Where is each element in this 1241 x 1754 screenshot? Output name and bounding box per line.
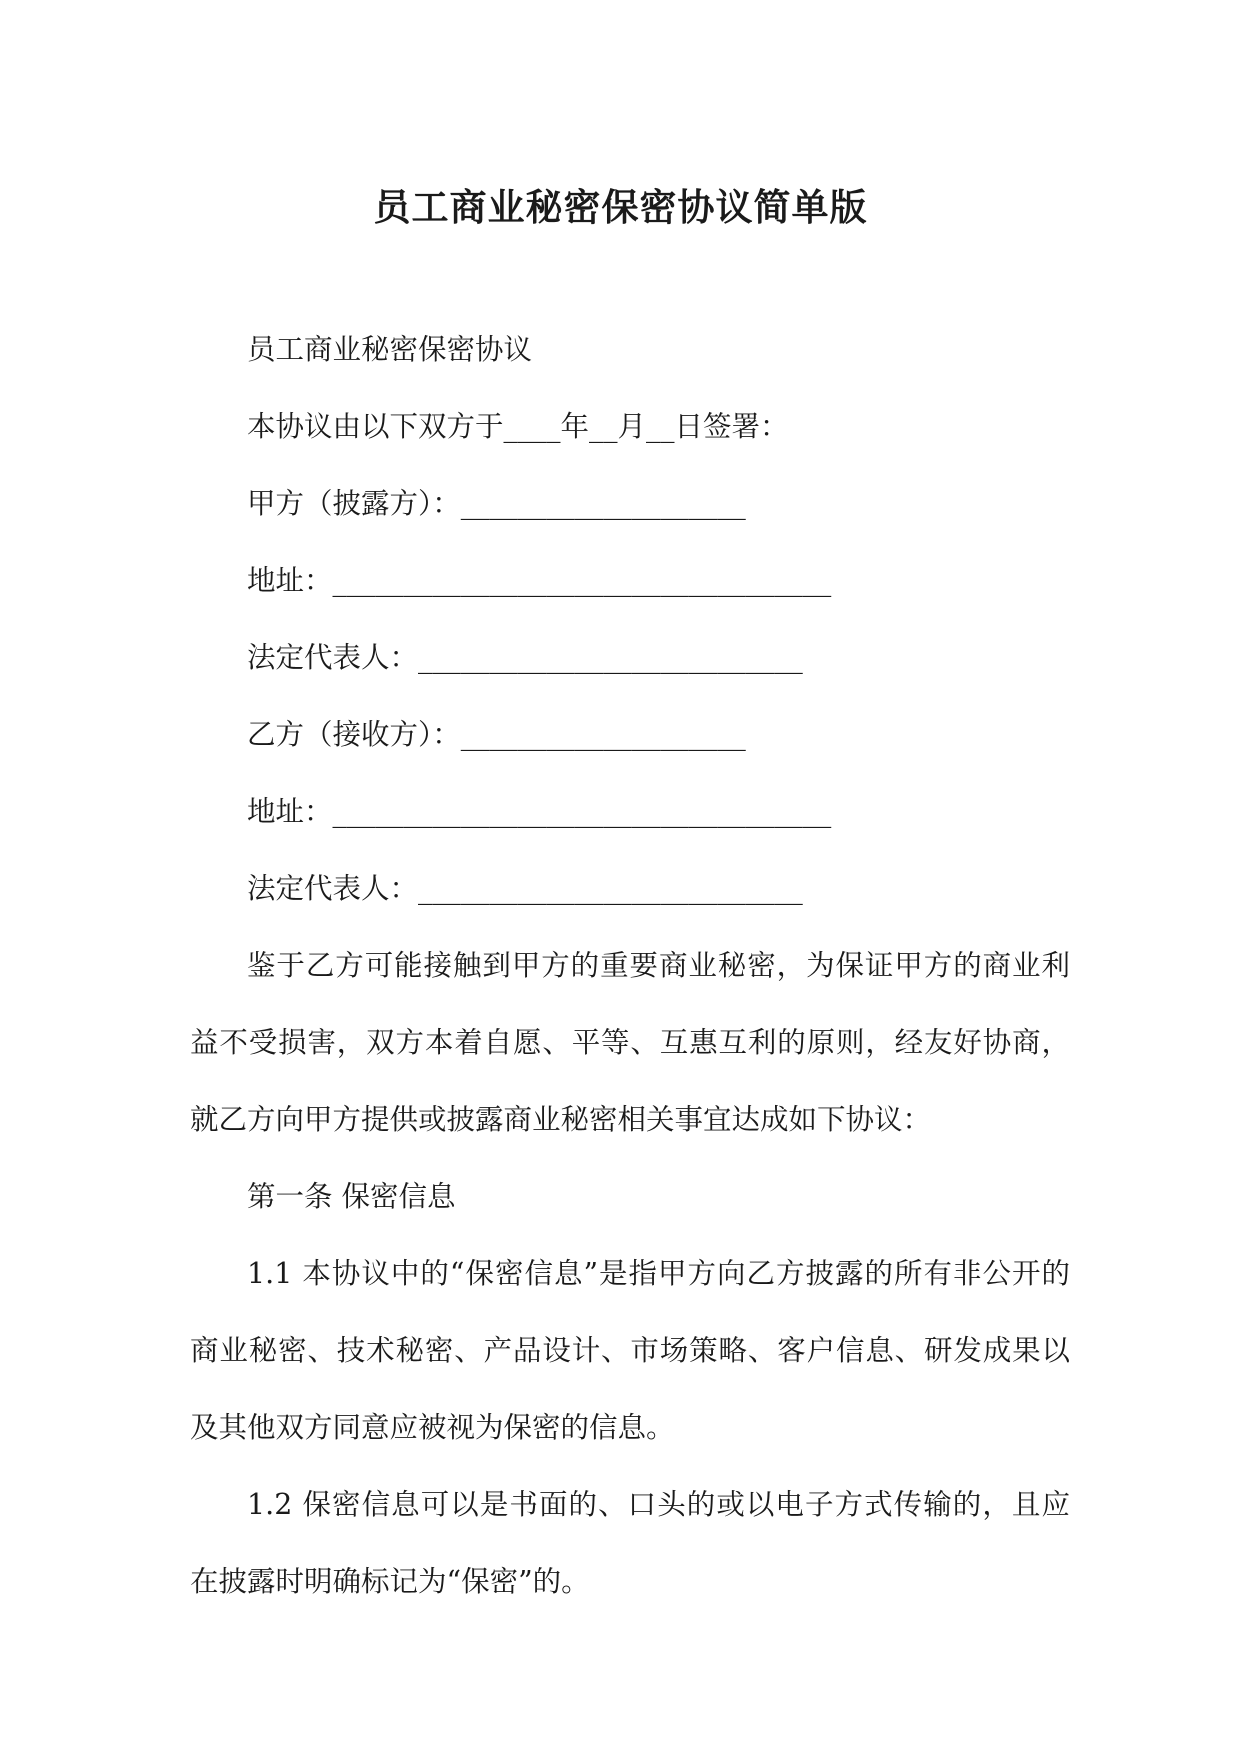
clause-1-2-paragraph: 1.2 保密信息可以是书面的、口头的或以电子方式传输的，且应在披露时明确标记为“保密”的。 bbox=[190, 1488, 1070, 1598]
party-b-line: 乙方（接收方）：____________________ bbox=[247, 718, 746, 751]
party-b-representative-line: 法定代表人：___________________________ bbox=[247, 872, 803, 905]
subtitle-paragraph: 员工商业秘密保密协议 bbox=[247, 333, 533, 366]
party-a-line: 甲方（披露方）：____________________ bbox=[247, 487, 746, 520]
signing-date-line: 本协议由以下双方于____年__月__日签署： bbox=[247, 410, 789, 443]
party-b-address-line: 地址：___________________________________ bbox=[247, 795, 832, 828]
document-body bbox=[190, 311, 1070, 1620]
party-a-address-line: 地址：___________________________________ bbox=[247, 564, 832, 597]
document-title: 员工商业秘密保密协议简单版 bbox=[373, 185, 868, 229]
party-a-representative-line: 法定代表人：___________________________ bbox=[247, 641, 803, 674]
clause-1-1-paragraph: 1.1 本协议中的“保密信息”是指甲方向乙方披露的所有非公开的商业秘密、技术秘密、产品设计、市场策略、客户信息、研发成果以及其他双方同意应被视为保密的信息。 bbox=[190, 1257, 1070, 1444]
preamble-paragraph: 鉴于乙方可能接触到甲方的重要商业秘密，为保证甲方的商业利益不受损害，双方本着自愿、平等、互惠互利的原则，经友好协商，就乙方向甲方提供或披露商业秘密相关事宜达成如下协议： bbox=[190, 949, 1070, 1136]
article-1-heading: 第一条 保密信息 bbox=[247, 1180, 456, 1213]
